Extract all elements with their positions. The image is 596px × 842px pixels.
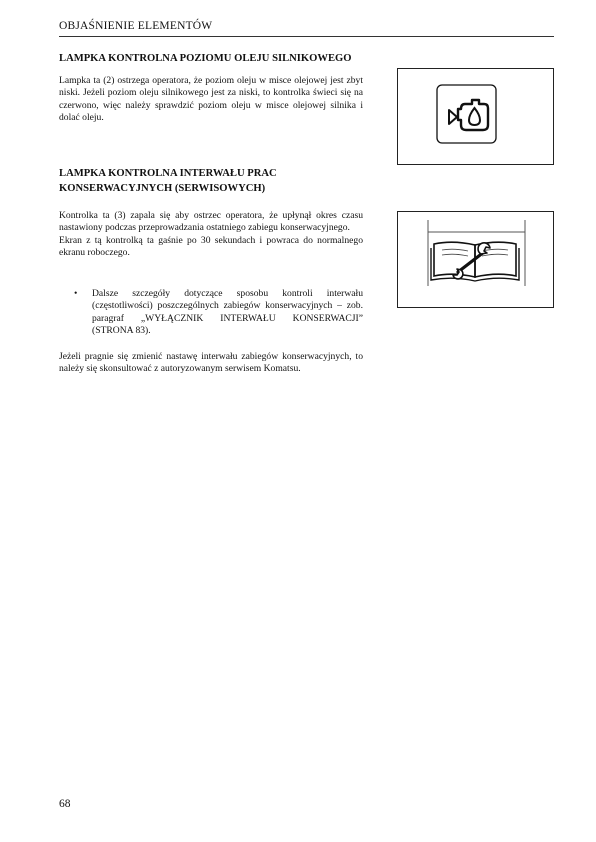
- service-lamp-note: [59, 351, 363, 376]
- service-lamp-note-text: Jeżeli pragnie się zmienić nastawę interwału zabiegów konserwacyjnych, to należy się skonsultować z autoryzowanym serwisem Komatsu.: [59, 351, 363, 375]
- oil-lamp-paragraph: Lampka ta (2) ostrzega operatora, że poziom oleju w misce olejowej jest zbyt niski. Jeżeli poziom oleju silnikowego jest za niski, to kontrolka świeci się na czerwono, więc należy sprawdzić poziom oleju w misce olejowej silnika i dolać oleju.: [59, 75, 363, 123]
- service-lamp-description: [59, 210, 363, 259]
- service-lamp-heading-line1: LAMPKA KONTROLNA INTERWAŁU PRAC: [59, 168, 277, 179]
- page-number: 68: [59, 798, 71, 810]
- service-interval-bullet-text: Dalsze szczegóły dotyczące sposobu kontroli interwału (częstotliwości) poszczególnych zabiegów konserwacyjnych – zob. paragraf „WYŁĄCZNIK INTERWAŁU KONSERWACJI” (STRONA 83).: [92, 288, 363, 336]
- header-divider: [59, 36, 554, 37]
- service-lamp-figure: [397, 211, 554, 308]
- oil-lamp-heading: LAMPKA KONTROLNA POZIOMU OLEJU SILNIKOWEGO: [59, 53, 352, 64]
- maintenance-manual-icon: [398, 212, 553, 307]
- page-header-title: OBJAŚNIENIE ELEMENTÓW: [59, 20, 213, 32]
- oil-lamp-description: [59, 75, 363, 124]
- oil-lamp-figure: [397, 68, 554, 165]
- service-lamp-paragraph-1: Kontrolka ta (3) zapala się aby ostrzec operatora, że upłynął okres czasu nastawiony podczas przeprowadzania ostatniego zabiegu konserwacyjnego.: [59, 210, 363, 234]
- engine-oil-level-icon: [398, 69, 553, 164]
- service-lamp-paragraph-2: Ekran z tą kontrolką ta gaśnie po 30 sekundach i powraca do normalnego ekranu roboczego.: [59, 234, 363, 258]
- service-lamp-heading-line2: KONSERWACYJNYCH (SERWISOWYCH): [59, 183, 266, 194]
- bullet-icon: •: [74, 288, 78, 299]
